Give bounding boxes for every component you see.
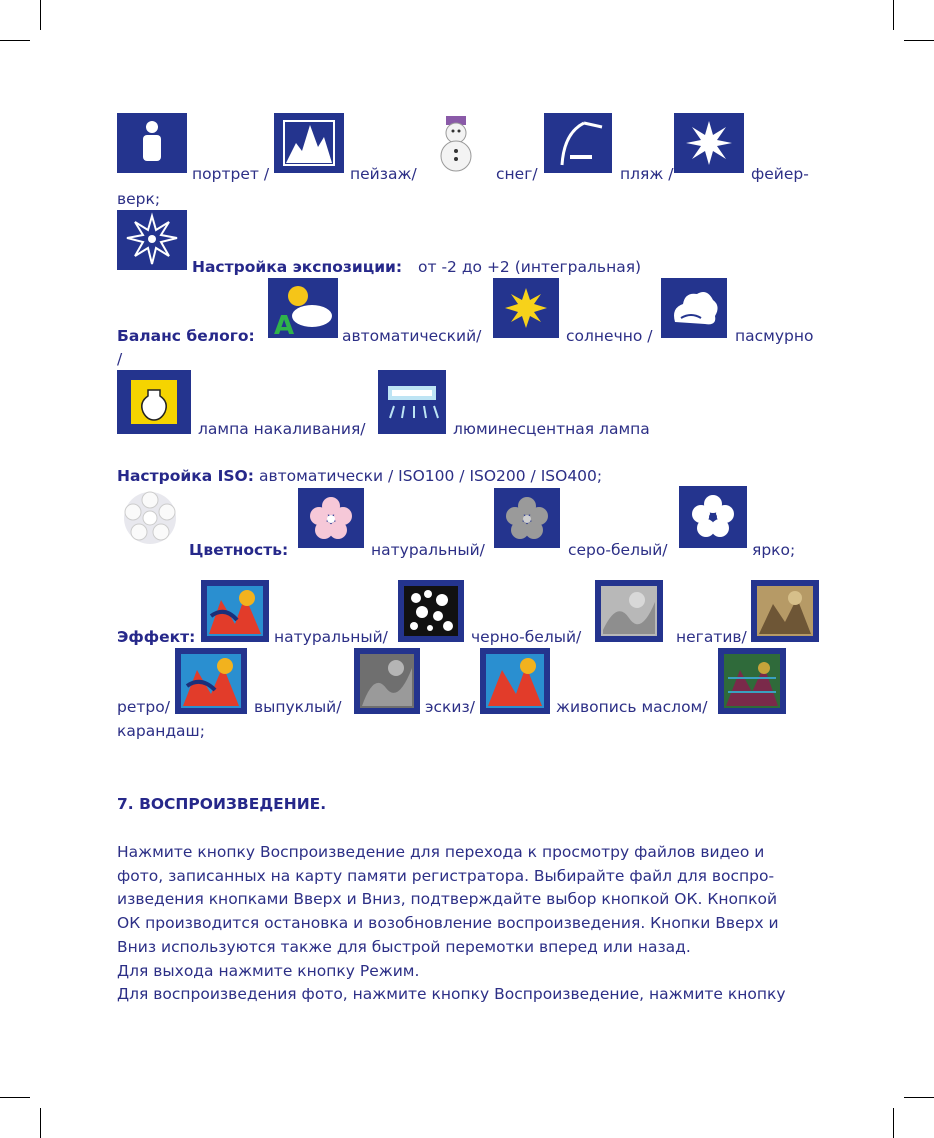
crop-mark: [893, 0, 894, 30]
wb-auto-icon: [268, 278, 338, 338]
crop-mark: [0, 1097, 30, 1098]
body-line: Вниз используются также для быстрой перемотки вперед или назад.: [117, 937, 691, 956]
exposure-value: от -2 до +2 (интегральная): [418, 258, 642, 276]
color-vivid: ярко;: [752, 541, 796, 559]
wb-auto: автоматический/: [342, 327, 482, 345]
wb-cloudy: пасмурно: [735, 327, 814, 345]
color-gray-icon: [494, 488, 560, 548]
body-line: Нажмите кнопку Воспроизведение для перехода к просмотру файлов видео и: [117, 843, 765, 861]
effect-sketch-icon: [354, 648, 420, 714]
effect-natural-icon: [201, 580, 269, 642]
color-gray: серо-белый/: [568, 541, 668, 559]
iso-label: Настройка ISO:: [117, 467, 254, 485]
portrait-icon: [117, 113, 187, 173]
scene-fireworks: фейер-: [751, 165, 809, 183]
effect-emboss: выпуклый/: [254, 698, 342, 716]
body-line: Для выхода нажмите кнопку Режим.: [117, 961, 420, 980]
wb-slash: /: [117, 350, 123, 368]
effect-pencil-icon: [718, 648, 786, 714]
landscape-icon: [274, 113, 344, 173]
effect-retro-icon: [751, 580, 819, 642]
effect-sketch: эскиз/: [425, 698, 475, 716]
wb-sunny-icon: [493, 278, 559, 338]
wb-incandescent: лампа накаливания/: [198, 420, 366, 438]
snowman-icon: [422, 113, 490, 173]
effect-negative: негатив/: [676, 628, 747, 646]
exposure-label: Настройка экспозиции:: [192, 258, 403, 276]
crop-mark: [0, 40, 30, 41]
effect-oil-icon: [480, 648, 550, 714]
effect-bw: черно-белый/: [471, 628, 582, 646]
body-line: фото, записанных на карту памяти регистратора. Выбирайте файл для воспро-: [117, 866, 775, 885]
wb-fluorescent-icon: [378, 370, 446, 434]
beach-icon: [544, 113, 612, 173]
color-vivid-icon: [679, 486, 747, 548]
wb-sunny: солнечно /: [566, 327, 653, 345]
wb-label: Баланс белого:: [117, 327, 255, 345]
effect-emboss-icon: [175, 648, 247, 714]
color-natural-icon: [298, 488, 364, 548]
scene-landscape: пейзаж/: [350, 165, 417, 183]
effect-label: Эффект:: [117, 628, 196, 646]
effect-bw-icon: [398, 580, 464, 642]
wb-fluorescent: люминесцентная лампа: [453, 420, 650, 438]
crop-mark: [904, 40, 934, 41]
color-natural: натуральный/: [371, 541, 485, 559]
effect-oil: живопись маслом/: [556, 698, 708, 716]
scene-beach: пляж /: [620, 165, 674, 183]
wb-incandescent-icon: [117, 370, 191, 434]
effect-negative-icon: [595, 580, 663, 642]
body-line: Для воспроизведения фото, нажмите кнопку Воспроизведение, нажмите кнопку: [117, 985, 786, 1004]
scene-snow: снег/: [496, 165, 538, 183]
body-line: изведения кнопками Вверх и Вниз, подтверждайте выбор кнопкой ОК. Кнопкой: [117, 890, 778, 909]
crop-mark: [893, 1108, 894, 1138]
color-label: Цветность:: [189, 541, 289, 559]
section-title: 7. ВОСПРОИЗВЕДЕНИЕ.: [117, 795, 327, 813]
color-palette-icon: [117, 488, 183, 548]
iso-value: автоматически / ISO100 / ISO200 / ISO400;: [259, 467, 603, 485]
effect-retro: ретро/: [117, 698, 170, 716]
exposure-icon: [117, 210, 187, 270]
fireworks-icon: [674, 113, 744, 173]
scene-portrait: портрет /: [192, 165, 270, 183]
wb-cloudy-icon: [661, 278, 727, 338]
body-line: ОК производится остановка и возобновление воспроизведения. Кнопки Вверх и: [117, 914, 779, 933]
svg-text:A: A: [274, 311, 295, 338]
effect-natural: натуральный/: [274, 628, 388, 646]
crop-mark: [904, 1097, 934, 1098]
section-body: [117, 841, 822, 1007]
crop-mark: [40, 0, 41, 30]
scene-fireworks-cont: верк;: [117, 190, 161, 208]
crop-mark: [40, 1108, 41, 1138]
effect-pencil: карандаш;: [117, 722, 205, 740]
